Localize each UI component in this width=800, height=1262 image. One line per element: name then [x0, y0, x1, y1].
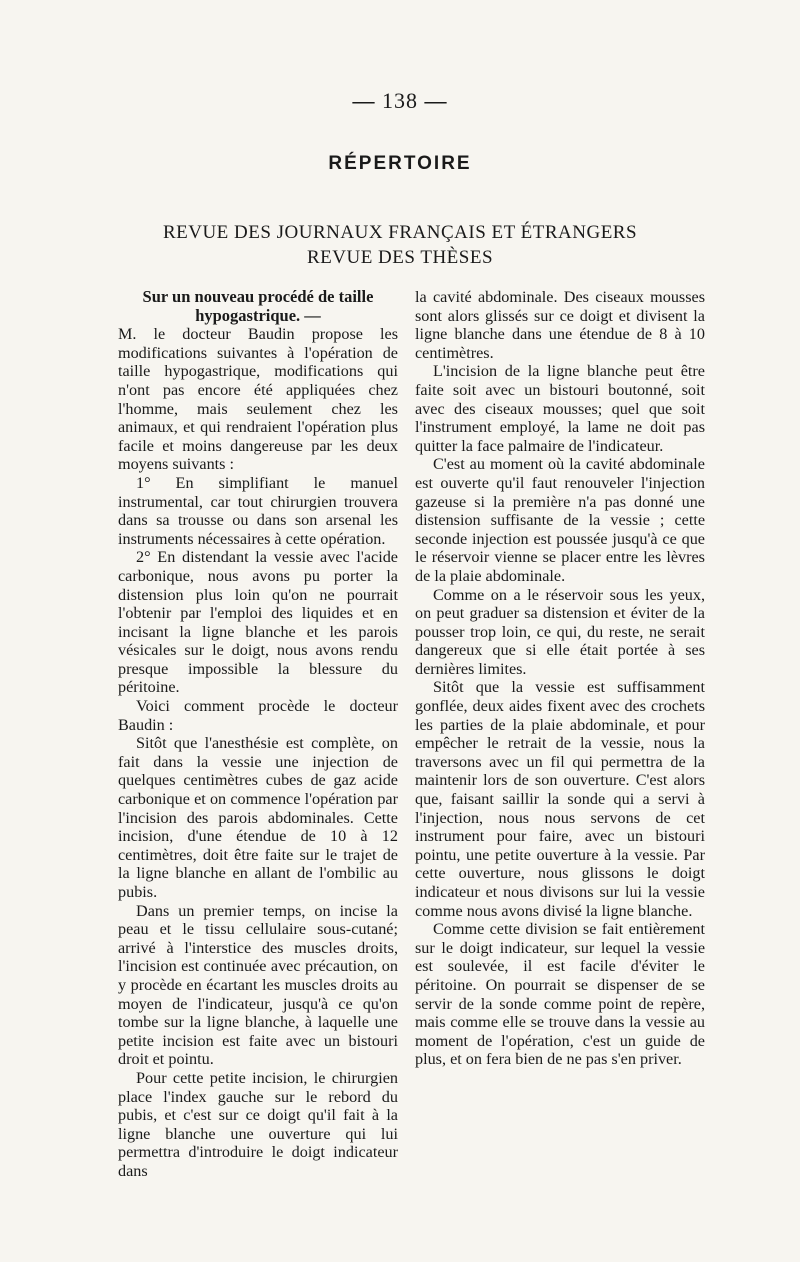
page-number-value: 138 [382, 88, 418, 113]
paragraph: la cavité abdominale. Des ciseaux mousses sont alors glissés sur ce doigt et divisent la ligne blanche dans une étendue de 8 à 10 centimètres. [415, 288, 705, 362]
paragraph: L'incision de la ligne blanche peut être faite soit avec un bistouri boutonné, soit avec des ciseaux mousses; quel que soit l'instrument employé, la lame ne doit pas quitter la face palmaire de l'indicateur. [415, 362, 705, 455]
paragraph: Sitôt que l'anesthésie est complète, on fait dans la vessie une injection de quelques centimètres cubes de gaz acide carbonique et on commence l'opération par l'incision des parois abdominales. Cette incision, d'une étendue de 10 à 12 centimètres, doit être faite sur le trajet de la ligne blanche en allant de l'ombilic au pubis. [118, 734, 398, 901]
paragraph: 1° En simplifiant le manuel instrumental, car tout chirurgien trouvera dans sa trousse ou dans son arsenal les instruments nécessaires à cette opération. [118, 473, 398, 548]
paragraph: Voici comment procède le docteur Baudin : [118, 697, 398, 734]
paragraph: Comme on a le réservoir sous les yeux, on peut graduer sa distension et éviter de la pousser trop loin, ce qui, du reste, ne serait dangereux que si elle était portée à ses dernières limites. [415, 585, 705, 678]
article-title: Sur un nouveau procédé de taille hypogastrique. — [142, 287, 374, 325]
section-title: RÉPERTOIRE [328, 153, 472, 174]
right-column [415, 288, 705, 1069]
paragraph: Comme cette division se fait entièrement sur le doigt indicateur, sur lequel la vessie est soulevée, il est facile d'éviter le péritoine. On pourrait se dispenser de se servir de la sonde comme point de repère, mais comme elle se trouve dans la vessie au moment de l'opération, c'est un guide de plus, et on fera bien de ne pas s'en priver. [415, 920, 705, 1069]
page-number-dash-left: — [352, 88, 382, 113]
left-column [118, 288, 398, 1181]
paragraph: C'est au moment où la cavité abdominale est ouverte qu'il faut renouveler l'injection gazeuse si la première n'a pas donné une distension suffisante de la vessie ; cette seconde injection est poussée jusqu'à ce que le réservoir vienne se placer entre les lèvres de la plaie abdominale. [415, 455, 705, 585]
paragraph: 2° En distendant la vessie avec l'acide carbonique, nous avons pu porter la distension plus loin qu'on ne pourrait l'obtenir par l'emploi des liquides et en incisant la ligne blanche et les parois vésicales sur le doigt, nous avons rendu presque impossible la blessure du péritoine. [118, 548, 398, 697]
page-number-dash-right: — [418, 88, 448, 113]
thesis-review-heading: REVUE DES THÈSES [306, 247, 494, 268]
paragraph: Dans un premier temps, on incise la peau et le tissu cellulaire sous-cutané; arrivé à l'interstice des muscles droits, l'incision est continuée avec précaution, on y procède en écartant les muscles droits au moyen de l'indicateur, jusqu'à ce qu'on tombe sur la ligne blanche, à laquelle une petite incision est faite avec un bistouri droit et pointu. [118, 901, 398, 1069]
page-number [0, 88, 800, 114]
journal-review-heading: REVUE DES JOURNAUX FRANÇAIS ET ÉTRANGERS [162, 222, 638, 243]
paragraph: Pour cette petite incision, le chirurgien place l'index gauche sur le rebord du pubis, et c'est sur ce doigt qu'il fait à la ligne blanche une ouverture qui lui permettra d'introduire le doigt indicateur dans [118, 1068, 398, 1180]
paragraph: M. le docteur Baudin propose les modifications suivantes à l'opération de taille hypogastrique, modifications qui n'ont pas encore été appliquées chez l'homme, mais seulement chez les animaux, et qui rendraient l'opération plus facile et moins dangereuse par les deux moyens suivants : [118, 325, 398, 474]
paragraph: Sitôt que la vessie est suffisamment gonflée, deux aides fixent avec des crochets les parties de la plaie abdominale, et pour empêcher le retrait de la vessie, nous la traversons avec un fil qui permettra de la maintenir lors de son ouverture. C'est alors que, faisant saillir la sonde qui a servi à l'injection, nous nous servons de cet instrument pour faire, avec un bistouri pointu, une petite ouverture à la vessie. Par cette ouverture, nous glissons le doigt indicateur et nous divisons sur lui la vessie comme nous avons divisé la ligne blanche. [415, 678, 705, 920]
